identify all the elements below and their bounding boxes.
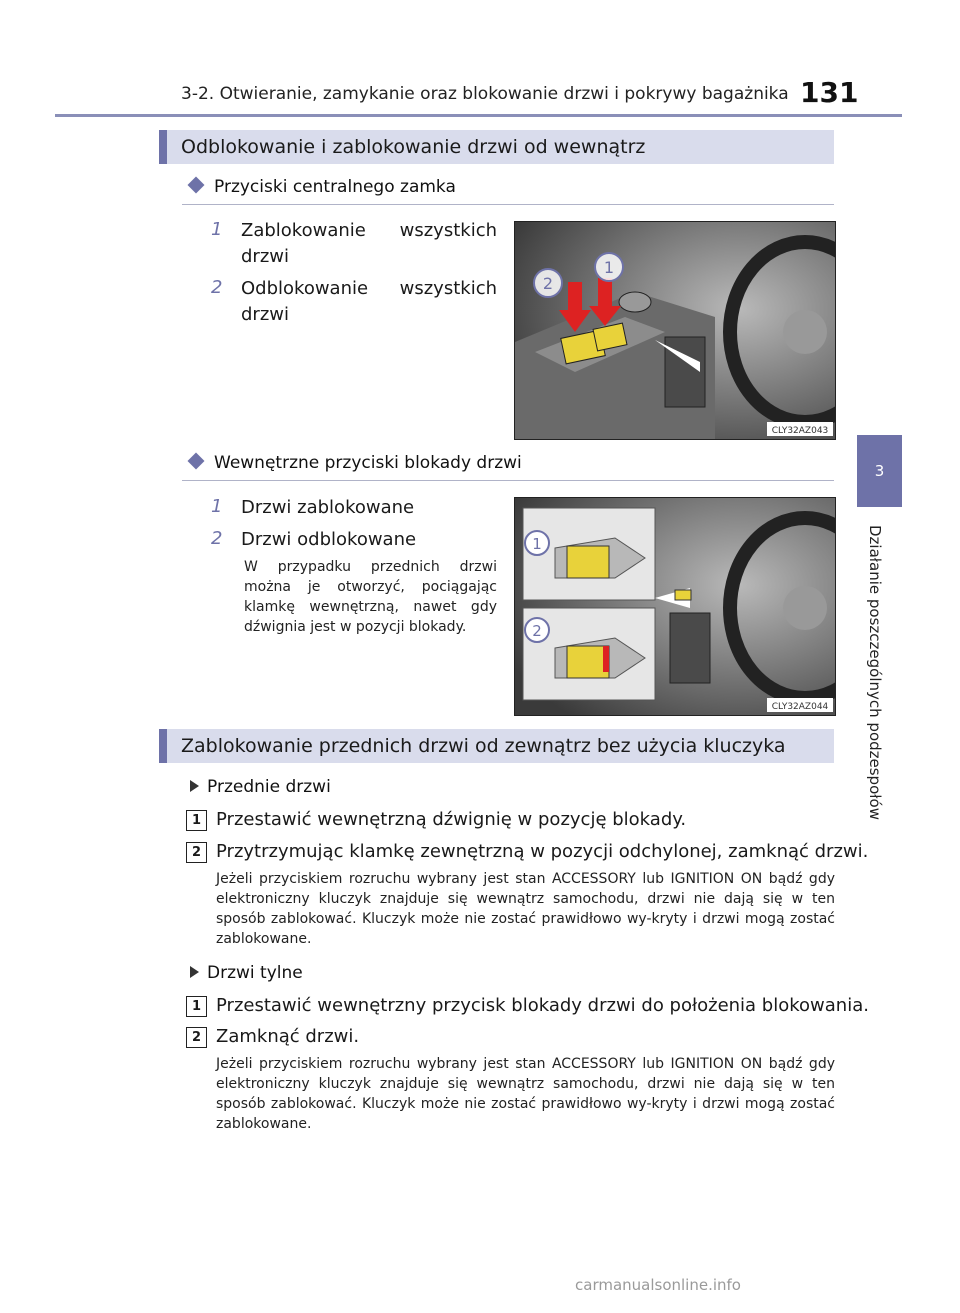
callout-2-label: 2: [542, 274, 554, 293]
section-heading-outside: [159, 729, 834, 763]
item-doors-locked: Drzwi zablokowane: [241, 497, 415, 518]
triangle-bullet-icon: [190, 780, 199, 792]
subheading-central-lock-text: Przyciski centralnego zamka: [214, 177, 456, 197]
chapter-side-label-text: Działanie poszczególnych podzespołów: [866, 525, 884, 820]
rear-step-1: Przestawić wewnętrzny przycisk blokady drzwi do położenia blokowania.: [216, 995, 869, 1016]
step-number-box: 1: [186, 810, 207, 831]
diamond-bullet-icon: [188, 177, 205, 194]
subheading-inner-buttons: [190, 453, 522, 473]
callout-1-label: 1: [603, 258, 615, 277]
chapter-side-label: [866, 525, 896, 845]
inner-lock-drawing: [515, 498, 835, 715]
image-code-label: CLY32AZ044: [771, 702, 829, 712]
central-lock-illustration: [514, 221, 836, 440]
watermark: carmanualsonline.info: [575, 1276, 741, 1294]
step-number-box: 2: [186, 1027, 207, 1048]
item-doors-unlocked: Drzwi odblokowane: [241, 529, 417, 550]
running-header: 3-2. Otwieranie, zamykanie oraz blokowanie drzwi i pokrywy bagażnika: [181, 84, 789, 104]
rear-doors-note: Jeżeli przyciskiem rozruchu wybrany jest stan ACCESSORY lub IGNITION ON bądź gdy elektroniczny kluczyk znajduje się wewnątrz samochodu, drzwi nie dają się w ten sposób zablokować. Kluczyk może nie zostać prawidłowo wy-kryty i drzwi mogą zostać zablokowane.: [216, 1056, 835, 1132]
subheading-inner-buttons-text: Wewnętrzne przyciski blokady drzwi: [214, 453, 522, 473]
triangle-bullet-icon: [190, 966, 199, 978]
front-step-1: Przestawić wewnętrzną dźwignię w pozycję blokady.: [216, 809, 687, 830]
item-number: 1: [211, 496, 223, 517]
subheading-front-doors-text: Przednie drzwi: [207, 777, 331, 797]
step-number-box: 1: [186, 996, 207, 1017]
subheading-rule: [182, 204, 834, 205]
item-number: 2: [211, 528, 223, 549]
section-heading-inside-text: Odblokowanie i zablokowanie drzwi od wewnątrz: [181, 136, 646, 158]
section-heading-outside-text: Zablokowanie przednich drzwi od zewnątrz bez użycia kluczyka: [181, 735, 786, 757]
front-doors-note: Jeżeli przyciskiem rozruchu wybrany jest stan ACCESSORY lub IGNITION ON bądź gdy elektroniczny kluczyk znajduje się wewnątrz samochodu, drzwi nie dają się w ten sposób zablokować. Kluczyk może nie zostać prawidłowo wy-kryty i drzwi mogą zostać zablokowane.: [216, 871, 835, 947]
rear-step-2: Zamknąć drzwi.: [216, 1026, 360, 1047]
subheading-rear-doors: [190, 963, 303, 983]
item-lock-all: Zablokowanie wszystkich drzwi: [241, 220, 497, 267]
image-code-label: CLY32AZ043: [771, 426, 829, 436]
subheading-front-doors: [190, 777, 331, 797]
inner-lock-note: W przypadku przednich drzwi można je otworzyć, pociągając klamkę wewnętrzną, nawet gdy dźwignia jest w pozycji blokady.: [244, 559, 497, 635]
callout-2-label: 2: [532, 622, 542, 640]
step-number-box: 2: [186, 842, 207, 863]
callout-1-label: 1: [532, 535, 542, 553]
chapter-tab: 3: [857, 435, 902, 507]
item-unlock-all: Odblokowanie wszystkich drzwi: [241, 278, 497, 325]
inner-lock-illustration: [514, 497, 836, 716]
page-number: 131: [800, 76, 859, 109]
subheading-rule: [182, 480, 834, 481]
section-heading-inside: [159, 130, 834, 164]
subheading-rear-doors-text: Drzwi tylne: [207, 963, 303, 983]
item-number: 1: [211, 219, 223, 240]
central-lock-drawing: [515, 222, 835, 439]
subheading-central-lock: [190, 177, 456, 197]
header-rule: [55, 114, 902, 117]
front-step-2: Przytrzymując klamkę zewnętrzną w pozycji odchylonej, zamknąć drzwi.: [216, 841, 869, 862]
diamond-bullet-icon: [188, 453, 205, 470]
item-number: 2: [211, 277, 223, 298]
